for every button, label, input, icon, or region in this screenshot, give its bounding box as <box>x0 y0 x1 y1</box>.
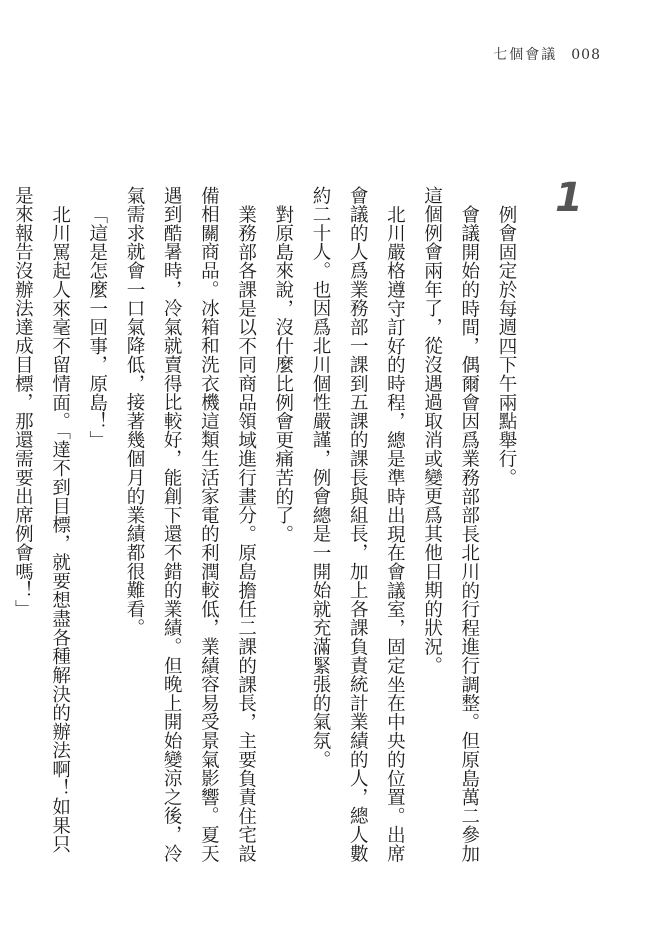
paragraph: 業務部各課是以不同商品領域進行畫分。原島擔任二課的課長，主要負責住宅設備相關商品。冰箱和洗衣機這類生活家電的利潤較低，業績容易受景氣影響。夏天遇到酷暑時，冷氣就賣得比較好，能創下還不錯的業績。但晚上開始變涼之後，冷氣需求就會一口氣降低，接著幾個月的業績都很難看。 <box>123 186 257 863</box>
paragraph: 北川罵起人來毫不留情面。「達不到目標，就要想盡各種解決的辦法啊！如果只是來報告沒辦法達成目標，那還需要出席例會嗎！」 <box>12 186 71 854</box>
book-title: 七個會議 <box>493 47 558 63</box>
body-text <box>4 186 525 868</box>
paragraph: 例會固定於每週四下午兩點舉行。 <box>496 204 517 487</box>
page-number: 008 <box>571 47 601 63</box>
running-header <box>493 44 601 64</box>
paragraph: 會議開始的時間，偶爾會因爲業務部部長北川的行程進行調整。但原島萬二參加這個例會兩年了，從沒遇過取消或變更爲其他日期的狀況。 <box>421 186 480 863</box>
chapter-number: 1 <box>555 175 583 221</box>
paragraph: 對原島來說，沒什麼比例會更痛苦的了。 <box>272 204 294 543</box>
paragraph: 北川嚴格遵守訂好的時程，總是準時出現在會議室，固定坐在中央的位置。出席會議的人爲業務部一課到五課的課長與組長，加上各課負責統計業績的人，總人數約二十人。也因爲北川個性嚴謹，例會總是一開始就充滿緊張的氣氛。 <box>309 186 406 863</box>
dialogue-paragraph: 「這是怎麼一回事，原島！」 <box>86 204 108 449</box>
